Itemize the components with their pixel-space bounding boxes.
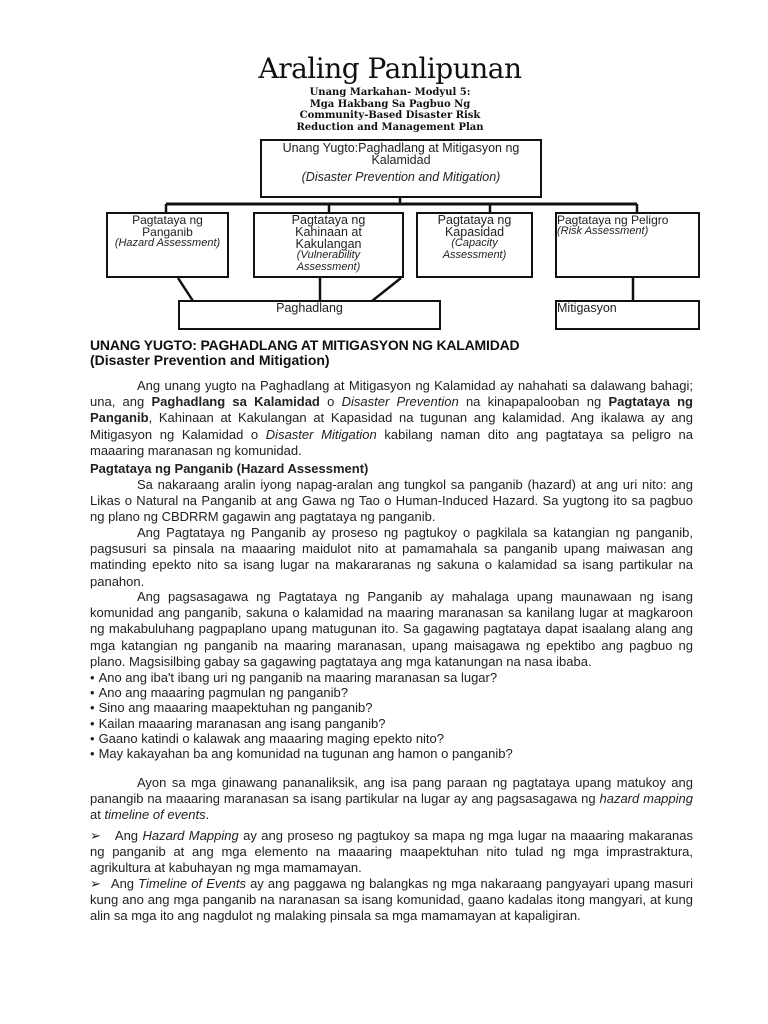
diagram-box-mitigasyon: [555, 300, 700, 330]
list-item: • Ano ang maaaring pagmulan ng panganib?: [90, 685, 693, 700]
subtitle-line: Mga Hakbang Sa Pagbuo Ng: [309, 98, 471, 110]
box-italic: (Capacity Assessment): [442, 237, 507, 261]
paragraph-methods: [90, 775, 693, 824]
italic-text: Disaster Mitigation: [265, 426, 377, 442]
italic-text: timeline of events: [104, 807, 206, 823]
diagram-box-paghadlang: [178, 300, 441, 330]
italic-text: Timeline of Events: [138, 876, 246, 891]
text: .: [205, 807, 210, 823]
list-item: • Sino ang maaaring maapektuhan ng panganib?: [90, 700, 693, 715]
subheading: Pagtataya ng Panganib (Hazard Assessment): [90, 461, 369, 476]
top-box-subtitle: (Disaster Prevention and Mitigation): [301, 170, 501, 184]
text: na kinapapalooban ng: [458, 394, 609, 410]
subtitle-line: Reduction and Management Plan: [296, 121, 484, 133]
box-italic: (Risk Assessment): [557, 225, 649, 237]
diagram-box-hazard: [106, 212, 229, 278]
arrow-bullet-icon: ➢: [90, 876, 101, 891]
arrow-item-hazard-mapping: [90, 828, 693, 877]
italic-text: Disaster Prevention: [341, 394, 459, 410]
list-item: • Gaano katindi o kalawak ang maaaring maging epekto nito?: [90, 731, 693, 746]
paragraph-hazard-intro: Sa nakaraang aralin iyong napag-aralan ang tungkol sa panganib (hazard) at ang uri nito: ang Likas o Natural na Panganib at ang Gawa ng Tao o Human-Induced Hazard. Sa yugtong ito sa pagbuo ng plano ng CBDRRM gagawin ang pagtataya ng panganib.: [90, 477, 693, 525]
bold-text: Pagtataya ng Panganib: [90, 394, 693, 426]
box-label: Mitigasyon: [557, 301, 617, 315]
text: at: [90, 807, 105, 823]
heading-line: UNANG YUGTO: PAGHADLANG AT MITIGASYON NG KALAMIDAD: [90, 337, 520, 353]
text: Ang: [110, 876, 139, 891]
subtitle-line: Community-Based Disaster Risk: [299, 110, 481, 121]
box-label: Paghadlang: [276, 301, 343, 315]
text: Ayon sa mga ginawang pananaliksik, ang isa pang paraan ng pagtataya upang matukoy ang panangib na maaaring maranasan sa isang partikular na lugar ay ang pagsasagawa ng: [90, 775, 693, 807]
diagram-box-risk: [555, 212, 700, 278]
box-label: Pagtataya ng Kahinaan at Kakulangan: [291, 213, 366, 251]
text: kabilang naman dito ang pagtataya sa peligro na maaaring maranasan ng komunidad.: [90, 426, 693, 458]
diagram-top-box: [260, 139, 542, 198]
paragraph-intro: [90, 378, 693, 459]
box-italic: (Hazard Assessment): [114, 237, 221, 249]
list-item: • Ano ang iba't ibang uri ng panganib na maaring maranasan sa lugar?: [90, 670, 693, 685]
top-box-title: Unang Yugto:Paghadlang at Mitigasyon ng Kalamidad: [282, 141, 520, 167]
diagram-box-vulnerability: [253, 212, 404, 278]
text: ay ang proseso ng pagtukoy sa mapa ng mga lugar na maaaring makaranas ng panganib at ang mga elemento na maaaring maapektuhan nito tulad ng mga imprastraktura, agrikultura at kabuhayan ng mga mamamayan.: [90, 828, 693, 876]
box-italic: (Vulnerability Assessment): [296, 249, 361, 273]
paragraph-hazard-definition: Ang Pagtataya ng Panganib ay proseso ng pagtukoy o pagkilala sa katangian ng panganib, pagsusuri sa pinsala na maaaring maidulot nito at pamamahala sa panganib upang maiwasan ang matinding epekto nito sa isang lugar na makararanas ng sakuna o kalamidad sa isang partikular na panahon.: [90, 525, 693, 589]
text: , Kahinaan at Kakulangan at Kapasidad na tugunan ang kalamidad. Ang ikalawa ay ang Mitigasyon ng Kalamidad o: [90, 410, 693, 442]
diagram-box-capacity: [416, 212, 533, 278]
italic-text: hazard mapping: [599, 791, 693, 807]
text: Ang unang yugto na Paghadlang at Mitigasyon ng Kalamidad ay nahahati sa dalawang bahagi; una, ang: [90, 378, 693, 410]
subtitle-line: Unang Markahan- Modyul 5:: [309, 87, 471, 98]
italic-text: Hazard Mapping: [142, 828, 239, 843]
box-label: Pagtataya ng Kapasidad: [437, 213, 512, 239]
document-title: Araling Panlipunan: [258, 52, 522, 85]
question-list: [90, 670, 693, 761]
arrow-item-timeline: [90, 876, 693, 925]
arrow-bullet-icon: ➢: [90, 828, 101, 843]
paragraph-hazard-importance: Ang pagsasagawa ng Pagtataya ng Panganib ay mahalaga upang maunawaan ng isang komunidad ang panganib, sakuna o kalamidad na maaring maranasan sa kanilang lugar at magkaroon ng makabuluhang pagpaplano upang matugunan ito. Sa gagawing pagtataya dapat isaalang alang ang mga katangian ng panganib na maaring maranasan, upang maisagawa ng epektibo ang pagbuo ng plano. Magsisilbing gabay sa gagawing pagtataya ang mga katanungan na nasa ibaba.: [90, 589, 693, 669]
text: Ang: [114, 828, 143, 843]
section-heading: [90, 338, 519, 368]
list-item: • May kakayahan ba ang komunidad na tugunan ang hamon o panganib?: [90, 746, 693, 761]
text: o: [319, 394, 342, 410]
heading-line: (Disaster Prevention and Mitigation): [90, 352, 330, 368]
list-item: • Kailan maaaring maranasan ang isang panganib?: [90, 716, 693, 731]
box-label: Pagtataya ng Peligro: [557, 213, 669, 227]
text: ay ang paggawa ng balangkas ng mga nakaraang pangyayari upang masuri kung ano ang mga panganib na naranasan sa isang komunidad, gaano kadalas itong mangyari, at kung alin sa mga ito ang nagdulot ng malaking pinsala sa mga mamamayan at kapaligiran.: [90, 876, 693, 924]
box-label: Pagtataya ng Panganib: [132, 213, 203, 239]
bold-text: Paghadlang sa Kalamidad: [151, 394, 320, 410]
